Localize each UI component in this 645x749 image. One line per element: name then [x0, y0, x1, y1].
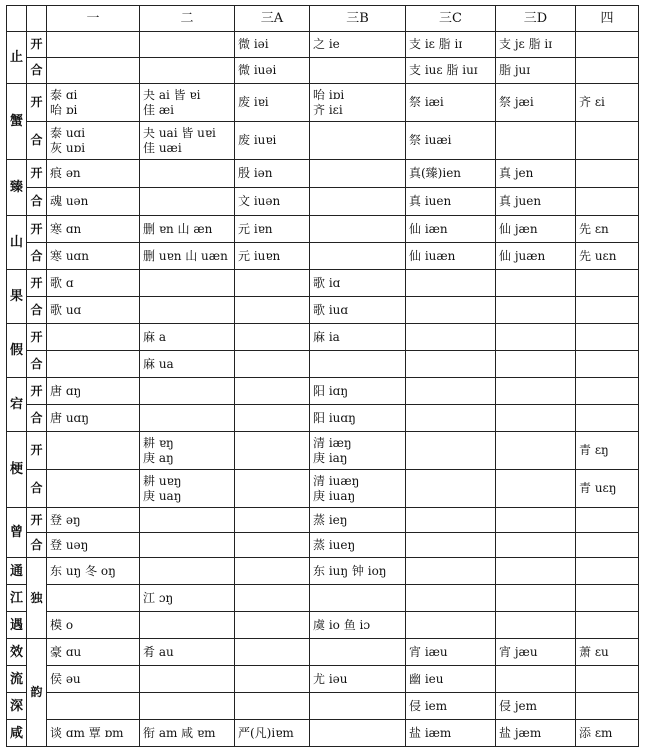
rime-cell [235, 378, 310, 405]
rime-cell: 谈 ɑm 覃 ɒm [47, 720, 140, 747]
rime-table [6, 5, 639, 747]
rime-cell [140, 188, 235, 216]
rime-cell: 齐 ɛi [576, 84, 639, 122]
open-closed-label: 开 [27, 432, 47, 470]
table-row [7, 639, 639, 666]
rime-cell [310, 84, 406, 122]
rime-cell: 幽 ieu [406, 666, 496, 693]
rime-cell [576, 508, 639, 533]
rime-cell: 微 iəi [235, 32, 310, 58]
rime-cell [310, 351, 406, 378]
table-row [7, 270, 639, 297]
rime-cell [406, 585, 496, 612]
rime-cell [47, 693, 140, 720]
rime-cell: 麻 a [140, 324, 235, 351]
rime-cell: 脂 juɪ [496, 58, 576, 84]
rime-cell [47, 84, 140, 122]
rime-cell [576, 188, 639, 216]
table-row [7, 324, 639, 351]
table-row [7, 160, 639, 188]
table-row [7, 558, 639, 585]
rime-cell: 删 uɐn 山 uæn [140, 243, 235, 270]
rime-cell: 寒 ɑn [47, 216, 140, 243]
rime-cell [47, 32, 140, 58]
rime-cell: 侵 jem [496, 693, 576, 720]
rime-cell [496, 612, 576, 639]
rime-cell: 先 uɛn [576, 243, 639, 270]
rime-cell [47, 585, 140, 612]
rime-cell [406, 612, 496, 639]
rime-group-label: 蟹 [7, 84, 27, 160]
rime-cell [496, 270, 576, 297]
rime-cell: 真(臻)ien [406, 160, 496, 188]
rime-cell [496, 470, 576, 508]
rime-cell: 蒸 ieŋ [310, 508, 406, 533]
open-closed-label: 合 [27, 405, 47, 432]
rime-cell: 歌 iuɑ [310, 297, 406, 324]
rime-cell [406, 470, 496, 508]
rime-cell [140, 666, 235, 693]
rime-cell: 尤 iəu [310, 666, 406, 693]
rime-cell [310, 122, 406, 160]
table-row [7, 378, 639, 405]
rime-cell [140, 84, 235, 122]
rime-cell: 祭 jæi [496, 84, 576, 122]
rime-cell: 唐 ɑŋ [47, 378, 140, 405]
rime-cell: 添 ɛm [576, 720, 639, 747]
rime-cell [140, 558, 235, 585]
rime-cell: 仙 jæn [496, 216, 576, 243]
rime-cell [140, 405, 235, 432]
rime-cell: 歌 iɑ [310, 270, 406, 297]
rime-cell [140, 32, 235, 58]
open-closed-label: 合 [27, 58, 47, 84]
rime-cell: 青 ɛŋ [576, 432, 639, 470]
rime-cell [310, 720, 406, 747]
rime-cell: 麻 ia [310, 324, 406, 351]
rime-cell: 文 iuən [235, 188, 310, 216]
rime-group-label: 深 [7, 693, 27, 720]
rime-cell [235, 639, 310, 666]
rime-cell [576, 270, 639, 297]
rime-cell [235, 432, 310, 470]
header-row [7, 6, 639, 32]
rime-cell: 祭 iuæi [406, 122, 496, 160]
rime-cell [496, 558, 576, 585]
rime-cell [496, 432, 576, 470]
rime-cell: 先 ɛn [576, 216, 639, 243]
rime-cell: 豪 ɑu [47, 639, 140, 666]
rime-cell [310, 216, 406, 243]
rime-cell: 麻 ua [140, 351, 235, 378]
rime-cell [576, 58, 639, 84]
open-closed-label: 开 [27, 324, 47, 351]
rime-group-label: 遇 [7, 612, 27, 639]
rime-group-label: 果 [7, 270, 27, 324]
table-row [7, 585, 639, 612]
rime-cell [235, 612, 310, 639]
rime-cell-line: 庚 aŋ [143, 450, 174, 465]
open-closed-label: 独 [27, 558, 47, 639]
rime-cell [406, 533, 496, 558]
rime-cell: 微 iuəi [235, 58, 310, 84]
rime-cell [406, 508, 496, 533]
rime-cell: 宵 jæu [496, 639, 576, 666]
rime-cell-line: 佳 æi [143, 102, 174, 117]
rime-cell: 青 uɛŋ [576, 470, 639, 508]
rime-cell [235, 351, 310, 378]
rime-cell [310, 188, 406, 216]
rime-cell: 之 ie [310, 32, 406, 58]
rime-cell: 蒸 iueŋ [310, 533, 406, 558]
rime-cell [496, 351, 576, 378]
open-closed-label: 开 [27, 270, 47, 297]
rime-cell [47, 122, 140, 160]
rime-cell [140, 508, 235, 533]
rime-cell-line: 清 iæŋ [313, 435, 352, 450]
rime-cell [576, 558, 639, 585]
rime-cell [406, 558, 496, 585]
rime-cell-line: 庚 uaŋ [143, 488, 182, 503]
rime-cell [235, 508, 310, 533]
rime-cell [235, 666, 310, 693]
table-row [7, 188, 639, 216]
rime-group-label: 曾 [7, 508, 27, 558]
rime-cell: 东 iuŋ 钟 ioŋ [310, 558, 406, 585]
rime-cell: 废 iuɐi [235, 122, 310, 160]
rime-cell [496, 122, 576, 160]
table-row [7, 297, 639, 324]
header-cell: 一 [47, 6, 140, 32]
rime-cell-line: 耕 uɐŋ [143, 473, 182, 488]
table-row [7, 432, 639, 470]
rime-cell [235, 270, 310, 297]
rime-cell: 寒 uɑn [47, 243, 140, 270]
rime-cell: 仙 iuæn [406, 243, 496, 270]
rime-cell-line: 庚 iaŋ [313, 450, 348, 465]
rime-cell: 盐 jæm [496, 720, 576, 747]
rime-cell [576, 351, 639, 378]
rime-cell: 痕 ən [47, 160, 140, 188]
rime-cell: 阳 iuɑŋ [310, 405, 406, 432]
rime-cell [140, 612, 235, 639]
rime-group-label: 江 [7, 585, 27, 612]
table-row [7, 720, 639, 747]
rime-cell [310, 432, 406, 470]
rime-cell [406, 378, 496, 405]
table-row [7, 508, 639, 533]
rime-cell-line: 咍 ɒi [50, 102, 78, 117]
rime-cell-line: 清 iuæŋ [313, 473, 360, 488]
rime-cell [235, 533, 310, 558]
open-closed-label: 合 [27, 351, 47, 378]
header-cell: 四 [576, 6, 639, 32]
open-closed-label: 开 [27, 378, 47, 405]
rime-cell: 真 jen [496, 160, 576, 188]
rime-cell: 东 uŋ 冬 oŋ [47, 558, 140, 585]
rime-cell [576, 324, 639, 351]
rime-cell: 殷 iən [235, 160, 310, 188]
open-closed-label: 合 [27, 122, 47, 160]
rime-cell: 萧 ɛu [576, 639, 639, 666]
header-cell: 三D [496, 6, 576, 32]
rime-cell [47, 351, 140, 378]
rime-cell [140, 58, 235, 84]
rime-cell [576, 585, 639, 612]
rime-cell: 唐 uɑŋ [47, 405, 140, 432]
table-row [7, 351, 639, 378]
rime-cell [496, 508, 576, 533]
rime-cell: 支 iuɛ 脂 iuɪ [406, 58, 496, 84]
open-closed-label: 韵 [27, 639, 47, 747]
rime-cell [235, 558, 310, 585]
rime-cell [406, 432, 496, 470]
open-closed-label: 合 [27, 188, 47, 216]
rime-cell [47, 58, 140, 84]
rime-cell [310, 160, 406, 188]
table-row [7, 470, 639, 508]
rime-cell [235, 470, 310, 508]
rime-cell-line: 佳 uæi [143, 140, 182, 155]
rime-cell [576, 533, 639, 558]
rime-group-label: 假 [7, 324, 27, 378]
rime-cell [496, 666, 576, 693]
open-closed-label: 开 [27, 160, 47, 188]
rime-cell-line: 齐 iɛi [313, 102, 343, 117]
rime-cell-line: 灰 uɒi [50, 140, 86, 155]
header-cell: 三B [310, 6, 406, 32]
rime-cell [406, 297, 496, 324]
rime-cell [140, 270, 235, 297]
rime-cell [576, 160, 639, 188]
table-row [7, 58, 639, 84]
rime-cell: 虞 io 鱼 iɔ [310, 612, 406, 639]
rime-cell: 元 iɐn [235, 216, 310, 243]
rime-group-label: 效 [7, 639, 27, 666]
rime-cell-line: 耕 ɐŋ [143, 435, 174, 450]
rime-cell: 肴 au [140, 639, 235, 666]
rime-cell: 登 uəŋ [47, 533, 140, 558]
rime-cell [140, 160, 235, 188]
rime-group-label: 臻 [7, 160, 27, 216]
rime-cell [576, 378, 639, 405]
table-row [7, 666, 639, 693]
rime-cell: 废 iɐi [235, 84, 310, 122]
rime-cell-line: 庚 iuaŋ [313, 488, 356, 503]
rime-group-label: 咸 [7, 720, 27, 747]
rime-cell [576, 612, 639, 639]
table-row [7, 533, 639, 558]
header-cell [7, 6, 27, 32]
rime-cell: 魂 uən [47, 188, 140, 216]
header-cell: 三C [406, 6, 496, 32]
table-row [7, 32, 639, 58]
rime-cell: 江 ɔŋ [140, 585, 235, 612]
rime-cell-line: 夬 ai 皆 ɐi [143, 87, 201, 102]
rime-group-label: 通 [7, 558, 27, 585]
rime-cell [310, 585, 406, 612]
rime-cell: 祭 iæi [406, 84, 496, 122]
open-closed-label: 合 [27, 470, 47, 508]
rime-cell [235, 585, 310, 612]
rime-cell-line: 泰 ɑi [50, 87, 78, 102]
rime-cell: 模 o [47, 612, 140, 639]
rime-cell [406, 324, 496, 351]
rime-cell [140, 297, 235, 324]
rime-cell [576, 666, 639, 693]
table-row [7, 216, 639, 243]
rime-cell [406, 405, 496, 432]
open-closed-label: 开 [27, 508, 47, 533]
header-cell: 二 [140, 6, 235, 32]
rime-cell-line: 咍 iɒi [313, 87, 345, 102]
open-closed-label: 开 [27, 32, 47, 58]
rime-cell [47, 432, 140, 470]
rime-group-label: 止 [7, 32, 27, 84]
open-closed-label: 合 [27, 243, 47, 270]
rime-group-label: 山 [7, 216, 27, 270]
rime-cell-line: 泰 uɑi [50, 125, 86, 140]
rime-cell [496, 297, 576, 324]
rime-group-label: 梗 [7, 432, 27, 508]
rime-cell: 歌 uɑ [47, 297, 140, 324]
rime-cell: 删 ɐn 山 æn [140, 216, 235, 243]
table-row [7, 693, 639, 720]
rime-cell [47, 324, 140, 351]
rime-cell [140, 378, 235, 405]
rime-cell [140, 693, 235, 720]
rime-cell [47, 470, 140, 508]
rime-cell [576, 32, 639, 58]
table-row [7, 243, 639, 270]
rime-cell [235, 693, 310, 720]
table-body [7, 32, 639, 747]
rime-cell [496, 533, 576, 558]
rime-cell: 严(凡)iɐm [235, 720, 310, 747]
rime-cell [140, 432, 235, 470]
rime-cell [406, 351, 496, 378]
rime-cell: 歌 ɑ [47, 270, 140, 297]
rime-cell: 盐 iæm [406, 720, 496, 747]
rime-cell [140, 122, 235, 160]
rime-cell [235, 405, 310, 432]
rime-cell [496, 324, 576, 351]
header-cell: 三A [235, 6, 310, 32]
rime-cell [140, 533, 235, 558]
table-row [7, 84, 639, 122]
rime-cell: 支 iɛ 脂 iɪ [406, 32, 496, 58]
rime-cell-line: 夬 uai 皆 uɐi [143, 125, 216, 140]
rime-cell [310, 470, 406, 508]
rime-cell [140, 470, 235, 508]
rime-cell [235, 297, 310, 324]
table-row [7, 405, 639, 432]
rime-group-label: 流 [7, 666, 27, 693]
rime-cell [576, 297, 639, 324]
rime-cell [310, 58, 406, 84]
rime-cell [310, 639, 406, 666]
rime-cell: 侵 iem [406, 693, 496, 720]
rime-cell [496, 405, 576, 432]
header-cell [27, 6, 47, 32]
rime-cell: 仙 juæn [496, 243, 576, 270]
open-closed-label: 合 [27, 297, 47, 324]
rime-group-label: 宕 [7, 378, 27, 432]
rime-cell: 真 iuen [406, 188, 496, 216]
rime-cell: 阳 iɑŋ [310, 378, 406, 405]
rime-cell [496, 378, 576, 405]
rime-cell [406, 270, 496, 297]
rime-cell: 登 əŋ [47, 508, 140, 533]
table-row [7, 612, 639, 639]
rime-cell [310, 243, 406, 270]
rime-cell: 宵 iæu [406, 639, 496, 666]
table-row [7, 122, 639, 160]
rime-cell: 侯 əu [47, 666, 140, 693]
rime-cell: 仙 iæn [406, 216, 496, 243]
rime-cell [496, 585, 576, 612]
rime-cell: 支 jɛ 脂 iɪ [496, 32, 576, 58]
rime-cell [576, 405, 639, 432]
rime-cell: 元 iuɐn [235, 243, 310, 270]
rime-cell [235, 324, 310, 351]
rime-cell [576, 693, 639, 720]
rime-cell: 真 juen [496, 188, 576, 216]
rime-cell [310, 693, 406, 720]
open-closed-label: 开 [27, 84, 47, 122]
open-closed-label: 开 [27, 216, 47, 243]
rime-cell [576, 122, 639, 160]
open-closed-label: 合 [27, 533, 47, 558]
rime-cell: 衔 am 咸 ɐm [140, 720, 235, 747]
